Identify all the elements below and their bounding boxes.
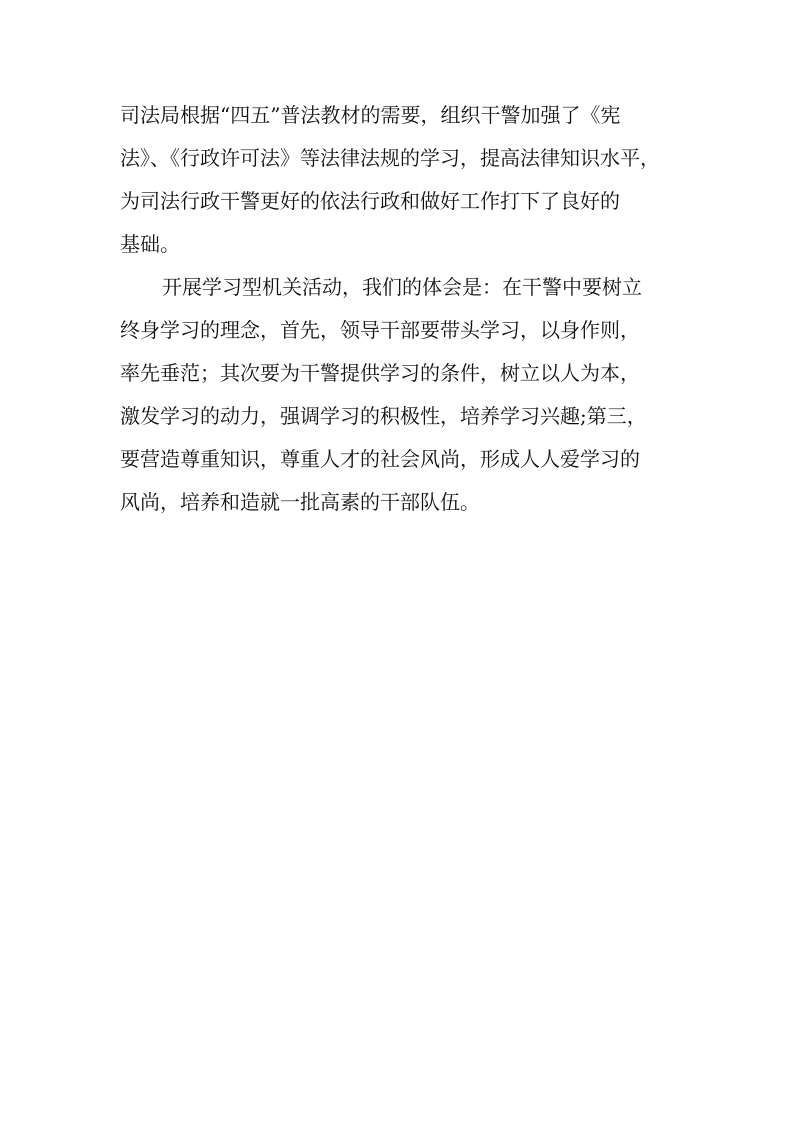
paragraph-1-line-1: 司法局根据“四五”普法教材的需要，组织干警加强了《宪 <box>120 103 621 127</box>
paragraph-2-line-1: 开展学习型机关活动，我们的体会是：在干警中要树立 <box>162 275 642 299</box>
paragraph-2-line-2: 终身学习的理念，首先，领导干部要带头学习，以身作则， <box>120 318 640 342</box>
paragraph-1-line-2: 法》、《行政许可法》等法律法规的学习，提高法律知识水平， <box>120 146 660 170</box>
paragraph-1-line-4: 基础。 <box>120 232 180 256</box>
paragraph-1-line-3: 为司法行政干警更好的依法行政和做好工作打下了良好的 <box>120 189 620 213</box>
paragraph-2-line-3: 率先垂范；其次要为干警提供学习的条件，树立以人为本， <box>120 361 640 385</box>
paragraph-2-line-4: 激发学习的动力，强调学习的积极性，培养学习兴趣;第三， <box>120 404 647 428</box>
paragraph-2-line-5: 要营造尊重知识，尊重人才的社会风尚，形成人人爱学习的 <box>120 447 640 471</box>
paragraph-2-line-6: 风尚，培养和造就一批高素的干部队伍。 <box>120 490 480 514</box>
